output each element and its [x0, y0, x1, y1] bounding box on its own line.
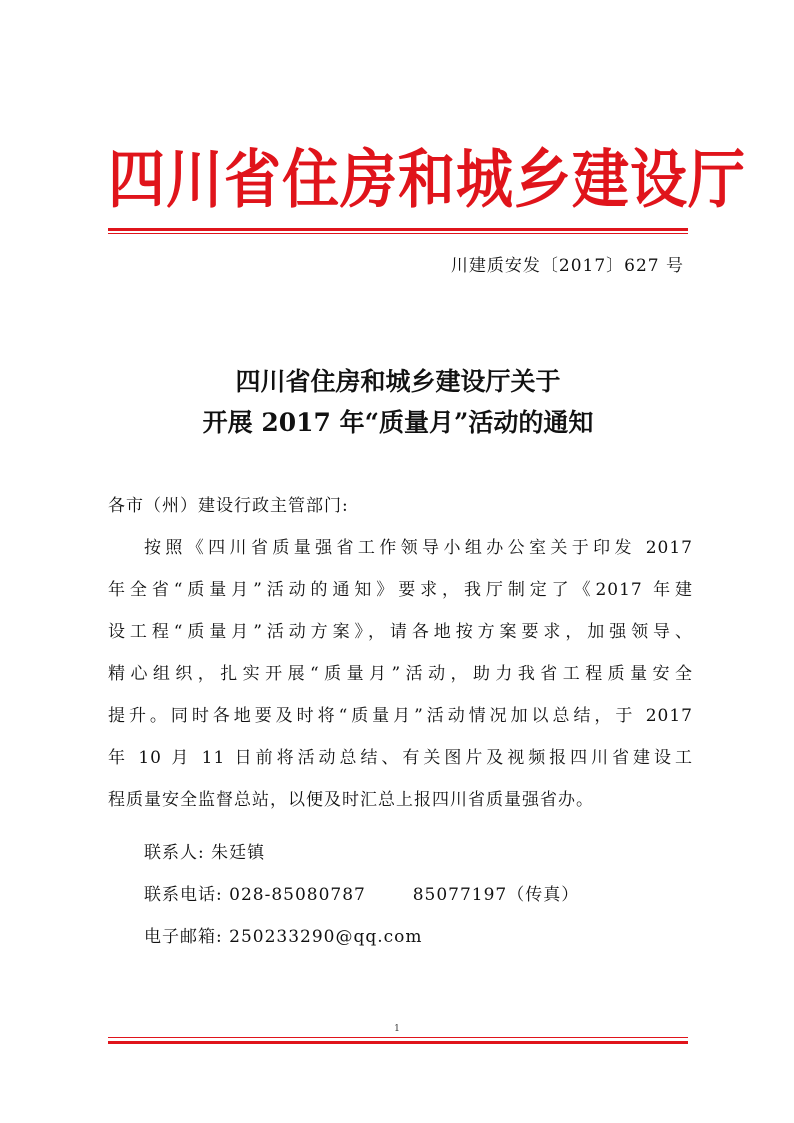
title-line-2: 开展 2017 年“质量月”活动的通知 — [202, 408, 594, 437]
masthead-divider-thick — [108, 228, 688, 231]
document-number: 川建质安发〔2017〕627 号 — [450, 256, 684, 276]
contact-fax: 85077197（传真） — [412, 885, 580, 905]
paragraph-line: 精心组织，扎实开展“质量月”活动，助力我省工程质量安全 — [108, 664, 693, 684]
paragraph-line: 程质量安全监督总站，以便及时汇总上报四川省质量强省办。 — [108, 790, 594, 810]
page-number: 1 — [394, 1024, 400, 1034]
paragraph-line: 提升。同时各地要及时将“质量月”活动情况加以总结，于 2017 — [108, 706, 693, 726]
notice-body — [108, 485, 693, 821]
masthead-divider-thin — [108, 233, 688, 234]
contact-email-row — [144, 923, 423, 951]
paragraph-line: 设工程“质量月”活动方案》，请各地按方案要求，加强领导、 — [108, 622, 693, 642]
contact-person-name: 朱廷镇 — [211, 843, 266, 863]
contact-phone-row — [144, 881, 579, 909]
paragraph-line: 按照《四川省质量强省工作领导小组办公室关于印发 2017 — [144, 538, 693, 558]
contact-person-row — [144, 839, 265, 867]
contact-email-label: 电子邮箱: — [144, 927, 223, 947]
contact-person-label: 联系人: — [144, 843, 205, 863]
paragraph-line: 年 10 月 11 日前将活动总结、有关图片及视频报四川省建设工 — [108, 748, 693, 768]
contact-phone: 028-85080787 — [229, 885, 366, 905]
title-line-1: 四川省住房和城乡建设厅关于 — [235, 367, 561, 396]
paragraph-line: 年全省“质量月”活动的通知》要求，我厅制定了《2017 年建 — [108, 580, 693, 600]
footer-divider-thick — [108, 1041, 688, 1044]
contact-email: 250233290@qq.com — [229, 927, 423, 947]
salutation: 各市（州）建设行政主管部门: — [108, 496, 349, 516]
footer-divider-thin — [108, 1037, 688, 1038]
contact-phone-label: 联系电话: — [144, 885, 223, 905]
issuing-authority-masthead: 四川省住房和城乡建设厅 — [108, 143, 746, 217]
